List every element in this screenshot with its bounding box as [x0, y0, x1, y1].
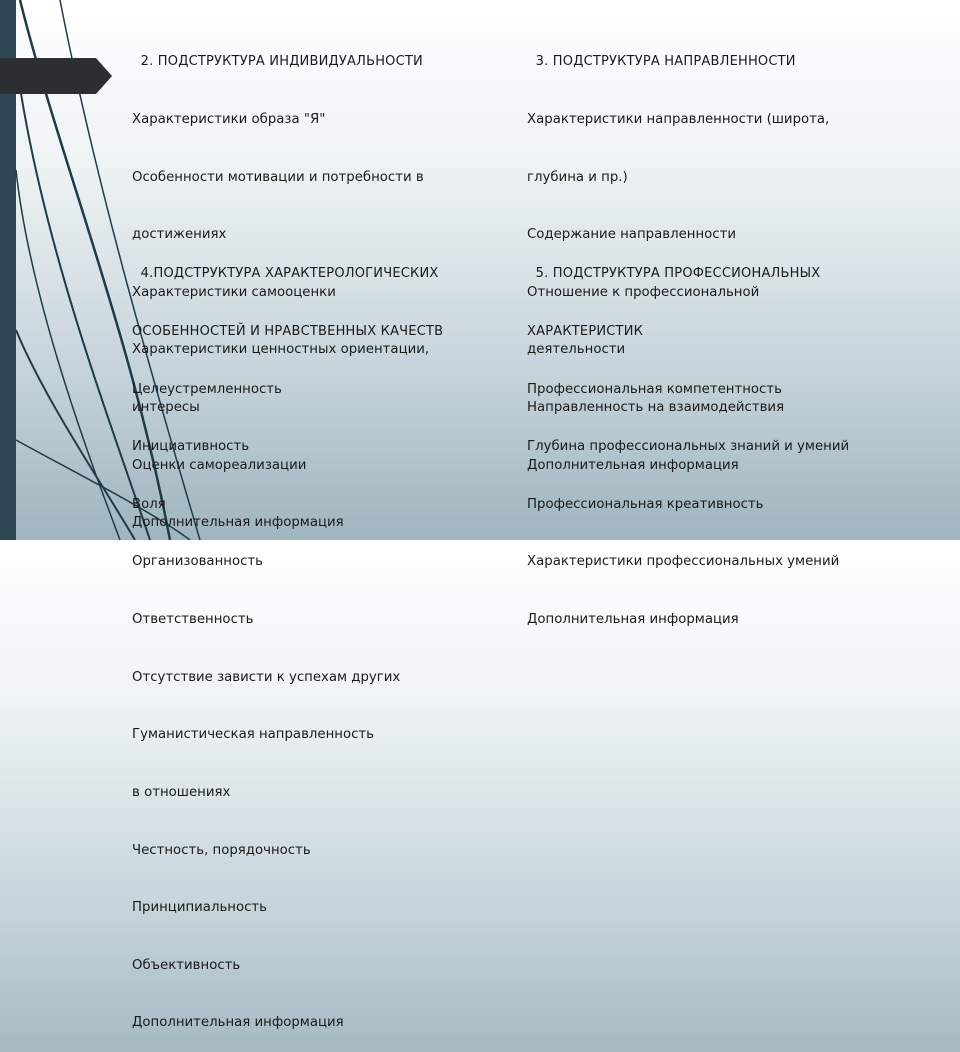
- list-item: Дополнительная информация: [527, 457, 739, 473]
- list-item: Отношение к профессиональной: [527, 284, 760, 300]
- list-item: Ответственность: [132, 612, 254, 628]
- list-item: Инициативность: [132, 439, 250, 455]
- list-item: Характеристики профессиональных умений: [527, 554, 840, 570]
- section-title: 4.ПОДСТРУКТУРА ХАРАКТЕРОЛОГИЧЕСКИХ: [132, 266, 439, 282]
- list-item: Принципиальность: [132, 900, 268, 916]
- section-title: 5. ПОДСТРУКТУРА ПРОФЕССИОНАЛЬНЫХ: [527, 266, 821, 282]
- list-item: Объективность: [132, 957, 241, 973]
- section-title: ХАРАКТЕРИСТИК: [527, 324, 644, 340]
- section-title: ОСОБЕННОСТЕЙ И НРАВСТВЕННЫХ КАЧЕСТВ: [132, 324, 444, 340]
- section-character: [132, 226, 443, 1052]
- list-item: деятельности: [527, 342, 626, 358]
- arrow-tab-icon: [0, 58, 112, 94]
- list-item: интересы: [132, 400, 200, 416]
- list-item: в отношениях: [132, 784, 231, 800]
- list-item: Глубина профессиональных знаний и умений: [527, 439, 850, 455]
- list-item: Дополнительная информация: [132, 515, 344, 531]
- list-item: Целеустремленность: [132, 381, 282, 397]
- list-item: Организованность: [132, 554, 263, 570]
- section-title: 2. ПОДСТРУКТУРА ИНДИВИДУАЛЬНОСТИ: [132, 54, 423, 70]
- list-item: достижениях: [132, 227, 227, 243]
- list-item: Профессиональная компетентность: [527, 381, 782, 397]
- list-item: Характеристики образа "Я": [132, 112, 326, 128]
- list-item: Характеристики ценностных ориентации,: [132, 342, 430, 358]
- list-item: Оценки самореализации: [132, 457, 307, 473]
- list-item: Характеристики самооценки: [132, 284, 336, 300]
- list-item: Дополнительная информация: [132, 1015, 344, 1031]
- list-item: Воля: [132, 496, 166, 512]
- list-item: Направленность на взаимодействия: [527, 400, 785, 416]
- list-item: глубина и пр.): [527, 169, 628, 185]
- list-item: Характеристики направленности (широта,: [527, 112, 830, 128]
- list-item: Отсутствие зависти к успехам других: [132, 669, 401, 685]
- list-item: Честность, порядочность: [132, 842, 311, 858]
- list-item: Содержание направленности: [527, 227, 736, 243]
- list-item: Особенности мотивации и потребности в: [132, 169, 424, 185]
- section-title: 3. ПОДСТРУКТУРА НАПРАВЛЕННОСТИ: [527, 54, 796, 70]
- list-item: Профессиональная креативность: [527, 496, 764, 512]
- section-professional: [527, 226, 849, 648]
- list-item: Гуманистическая направленность: [132, 727, 374, 743]
- list-item: Дополнительная информация: [527, 612, 739, 628]
